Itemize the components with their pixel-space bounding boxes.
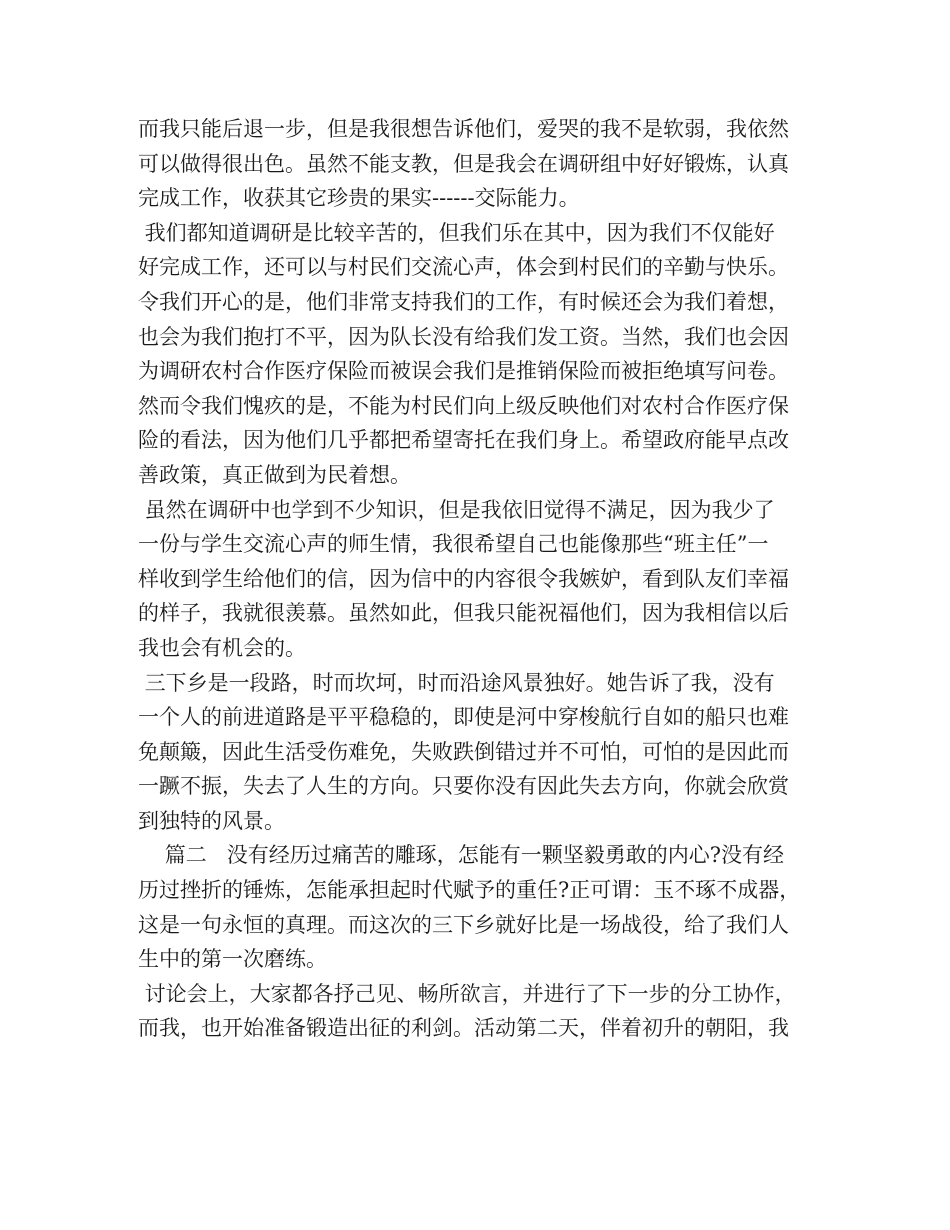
- text-line: 虽然在调研中也学到不少知识，但是我依旧觉得不满足，因为我少了: [138, 497, 775, 522]
- text-line: 样收到学生给他们的信，因为信中的内容很令我嫉妒，看到队友们幸福: [138, 566, 789, 591]
- text-line: 讨论会上，大家都各抒己见、畅所欲言，并进行了下一步的分工协作，: [138, 981, 796, 1006]
- text-line: 一份与学生交流心声的师生情，我很希望自己也能像那些“班主任”一: [138, 532, 769, 557]
- text-line: 历过挫折的锤炼，怎能承担起时代赋予的重任?正可谓：玉不琢不成器，: [138, 878, 801, 903]
- text-line: 完成工作，收获其它珍贵的果实------交际能力。: [138, 186, 580, 211]
- text-line: 令我们开心的是，他们非常支持我们的工作，有时候还会为我们着想，: [138, 289, 789, 314]
- text-line: 篇二 没有经历过痛苦的雕琢，怎能有一颗坚毅勇敢的内心?没有经: [138, 843, 784, 868]
- text-line: 而我只能后退一步，但是我很想告诉他们，爱哭的我不是软弱，我依然: [138, 117, 789, 141]
- text-line: 的样子，我就很羡慕。虽然如此，但我只能祝福他们，因为我相信以后: [138, 601, 789, 626]
- text-line: 然而令我们愧疚的是，不能为村民们向上级反映他们对农村合作医疗保: [138, 393, 789, 418]
- text-line: 为调研农村合作医疗保险而被误会我们是推销保险而被拒绝填写问卷。: [138, 359, 789, 384]
- document-body: [138, 112, 818, 1046]
- text-line: 好完成工作，还可以与村民们交流心声，体会到村民们的辛勤与快乐。: [138, 255, 789, 280]
- text-line: 可以做得很出色。虽然不能支教，但是我会在调研组中好好锻炼，认真: [138, 151, 789, 176]
- text-line: 一个人的前进道路是平平稳稳的，即使是河中穿梭航行自如的船只也难: [138, 705, 789, 730]
- text-line: 而我，也开始准备锻造出征的利剑。活动第二天，伴着初升的朝阳，我: [138, 1016, 789, 1041]
- text-line: 一蹶不振，失去了人生的方向。只要你没有因此失去方向，你就会欣赏: [138, 774, 789, 799]
- text-line: 我也会有机会的。: [138, 635, 306, 660]
- text-line: 险的看法，因为他们几乎都把希望寄托在我们身上。希望政府能早点改: [138, 428, 789, 453]
- text-line: 三下乡是一段路，时而坎坷，时而沿途风景独好。她告诉了我，没有: [138, 670, 775, 695]
- text-line: 免颠簸，因此生活受伤难免，失败跌倒错过并不可怕，可怕的是因此而: [138, 739, 789, 764]
- text-line: 我们都知道调研是比较辛苦的，但我们乐在其中，因为我们不仅能好: [138, 220, 775, 245]
- text-line: 善政策，真正做到为民着想。: [138, 462, 411, 487]
- text-line: 也会为我们抱打不平，因为队长没有给我们发工资。当然，我们也会因: [138, 324, 789, 349]
- text-line: 这是一句永恒的真理。而这次的三下乡就好比是一场战役，给了我们人: [138, 912, 789, 937]
- text-line: 生中的第一次磨练。: [138, 947, 327, 972]
- text-line: 到独特的风景。: [138, 808, 285, 833]
